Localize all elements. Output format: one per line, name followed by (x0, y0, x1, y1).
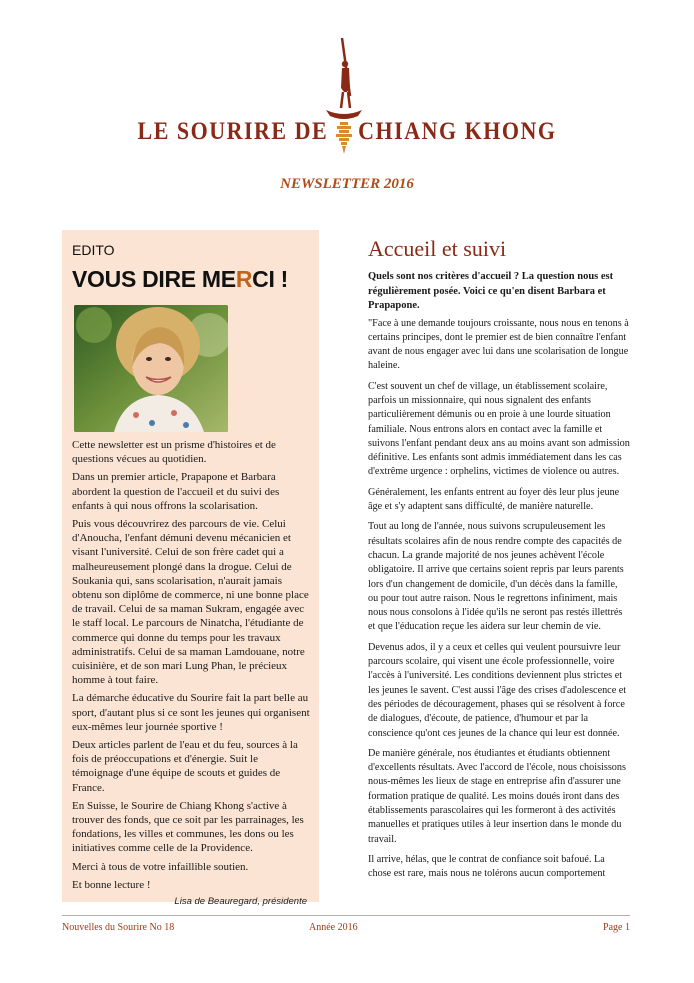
article-paragraph: De manière générale, nos étudiantes et étudiants obtiennent d'excellents résultats. Avec l'accord de l'école, nous choisissons nous-mêmes les lieux de stage en entreprise afin d'assurer une formation pratique de qualité. Les moins doués iront dans des établissements parascolaires qui les formeront à des activités manuelles et pratiques utiles à leur insertion dans le monde du travail. (368, 747, 626, 845)
edito-paragraph: Cette newsletter est un prisme d'histoires et de questions vécues au quotidien. (72, 439, 276, 466)
footer-divider (62, 915, 630, 916)
portrait-photo (74, 305, 228, 432)
brand-right: CHIANG KHONG (358, 116, 557, 145)
edito-title-part: VOUS DIRE ME (72, 266, 236, 292)
footer-year: Année 2016 (309, 922, 358, 933)
edito-signature: Lisa de Beauregard, présidente (174, 896, 307, 908)
article-paragraph: "Face à une demande toujours croissante, nous nous en tenons à certains principes, dont le premier est de bien connaître l'enfant avant de nous engager avec lui dans une scolarisation de longue haleine. (368, 317, 629, 372)
edito-paragraph: Puis vous découvrirez des parcours de vie. Celui d'Anoucha, l'enfant démuni devenu mécanicien et visant l'université. Celui de son frère cadet qui a malheureusement plongé dans la drogue. Celui de Soukania qui, sans scolarisation, n'aurait jamais obtenu son diplôme de commerce, ni une bonne place de travail. Celui de sa maman Sukram, engagée avec le staff local. Le parcours de Ninatcha, l'étudiante de commerce qui donne du temps pour les travaux administratifs. Celui de sa maman Lamdouane, notre cuisinière, et de son mari Lung Phan, le précieux homme à tout faire. (72, 518, 309, 687)
edito-text (72, 438, 311, 892)
edito-paragraph: Dans un premier article, Prapapone et Barbara abordent la question de l'accueil et du suivi des enfants à qui nous offrons la scolarisation. (72, 471, 280, 512)
edito-paragraph: La démarche éducative du Sourire fait la part belle au sport, d'autant plus si ce sont les jeunes qui organisent eux-mêmes leur journée sportive ! (72, 692, 310, 733)
edito-paragraph: Merci à tous de votre infaillible soutien. (72, 860, 249, 873)
edito-title-highlight: R (235, 266, 253, 292)
edito-title-part: CI ! (252, 266, 288, 292)
brand-name (0, 116, 694, 146)
brand-left: LE SOURIRE DE (137, 116, 329, 145)
article-paragraph: Devenus ados, il y a ceux et celles qui veulent poursuivre leur parcours scolaire, qui visent une école professionnelle, voire l'accès à l'université. Les conditions deviennent plus strictes et les jeunes le savent. C'est aussi l'âge des crises d'adolescence et des périodes de découragement, phases qui se résolvent à force de dialogues, d'écoute, de patience, d'humour et par la conscience qu'ont ces jeunes de la chance qui leur est donnée. (368, 641, 627, 739)
edito-title (72, 266, 311, 293)
edito-box (62, 230, 319, 908)
article-column (368, 236, 630, 887)
footer-publication: Nouvelles du Sourire No 18 (62, 922, 175, 933)
article-title: Accueil et suivi (368, 236, 507, 261)
article-paragraph: C'est souvent un chef de village, un établissement scolaire, parfois un missionnaire, qui nous signalent des enfants particulièrement démunis ou en proie à une lourde situation familiale. Nous entrons alors en contact avec la famille et suivons l'enfant pendant deux ans au moins avant son admission définitive. Les enfants sont admis immédiatement dans les cas d'extrême urgence : orphelins, victimes de violence ou autres. (368, 380, 630, 478)
edito-paragraph: Et bonne lecture ! (72, 878, 151, 891)
edito-paragraph: En Suisse, le Sourire de Chiang Khong s'active à trouver des fonds, que ce soit par les parrainages, les fondations, les villes et communes, les dons ou les initiatives comme celle de la Providence. (72, 799, 304, 855)
article-lead: Quels sont nos critères d'accueil ? La question nous est régulièrement posée. Voici ce qu'en disent Barbara et Prapapone. (368, 271, 614, 311)
article-paragraph: Généralement, les enfants entrent au foyer dès leur plus jeune âge et s'y adaptent sans difficulté, de manière naturelle. (368, 486, 620, 513)
newsletter-heading: NEWSLETTER 2016 (280, 176, 414, 192)
edito-paragraph: Deux articles parlent de l'eau et du feu, sources à la fois de préoccupations et d'énergie. Suit le témoignage d'une équipe de scouts et guides de France. (72, 739, 298, 794)
article-paragraph: Tout au long de l'année, nous suivons scrupuleusement les résultats scolaires afin de nous rendre compte des capacités de chacun. La grande majorité de nos jeunes achèvent l'école obligatoire. Il arrive que certains soient repris par leurs parents lors d'un changement de domicile, d'un décès dans la famille, ou pour tout autre raison. Nous le regrettons infiniment, mais nous nous consolons à l'idée qu'ils ne seront pas restés illettrés et que l'éducation reçue les aidera sur leur chemin de vie. (368, 521, 624, 633)
footer-page-number: Page 1 (603, 922, 630, 933)
portrait-image (74, 305, 228, 432)
article-paragraph: Il arrive, hélas, que le contrat de confiance soit bafoué. La chose est rare, mais nous ne tolérons aucun comportement (368, 853, 606, 880)
edito-kicker: EDITO (72, 242, 115, 258)
